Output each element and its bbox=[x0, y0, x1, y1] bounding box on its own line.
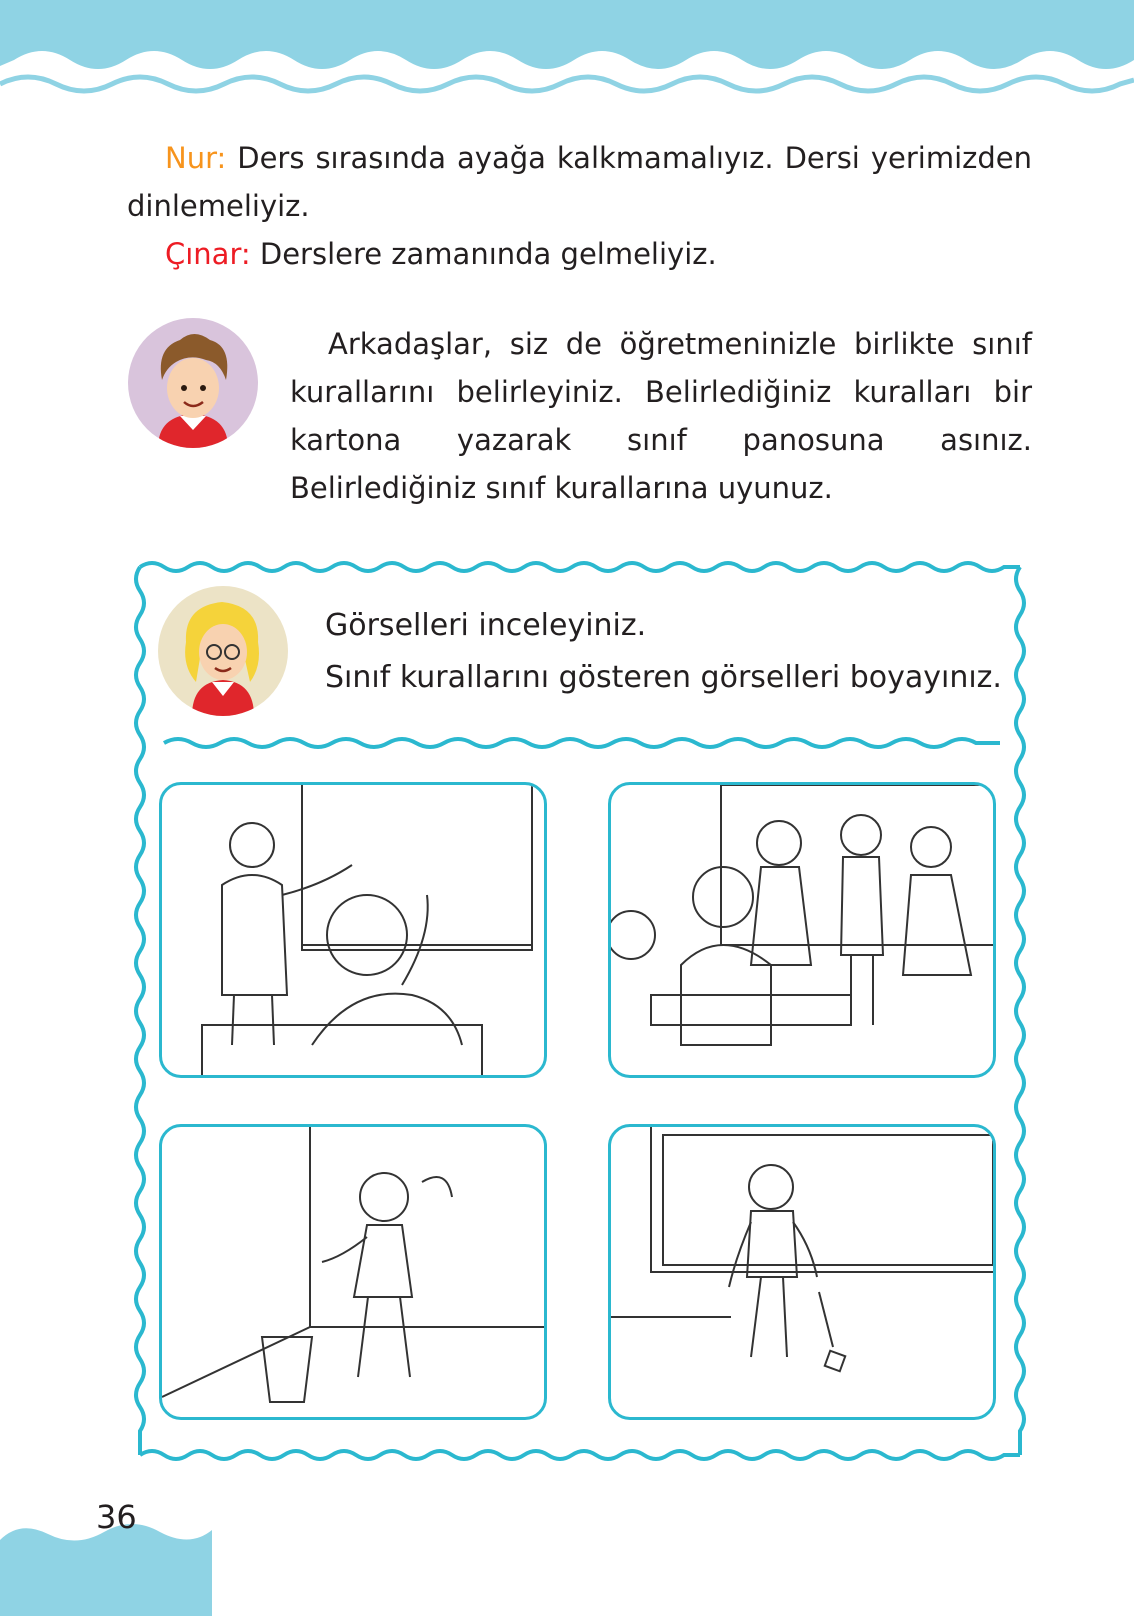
girl-avatar bbox=[158, 586, 288, 716]
scene-throw-trash[interactable] bbox=[159, 1124, 547, 1420]
speaker-nur: Nur: bbox=[165, 141, 227, 175]
task-instruction-1: Görselleri inceleyiniz. bbox=[325, 608, 647, 643]
girl-face-icon bbox=[158, 586, 288, 716]
scene-drop-trash[interactable] bbox=[608, 1124, 996, 1420]
throw-trash-illustration bbox=[162, 1127, 547, 1420]
raise-hand-illustration bbox=[162, 785, 547, 1078]
task-instruction-2: Sınıf kurallarını gösteren görselleri boyayınız. bbox=[325, 660, 1002, 695]
dialog-cinar bbox=[127, 230, 1032, 278]
boy-face-icon bbox=[128, 318, 258, 448]
drop-trash-illustration bbox=[611, 1127, 996, 1420]
dialog-nur bbox=[127, 134, 1032, 230]
page-number: 36 bbox=[96, 1498, 137, 1536]
top-wave-band bbox=[0, 0, 1134, 110]
speaker-cinar: Çınar: bbox=[165, 237, 251, 271]
instruction-paragraph: Arkadaşlar, siz de öğretmeninizle birlikte sınıf kurallarını belirleyiniz. Belirlediğiniz kuralları bir kartona yazarak sınıf panosuna asınız. Belirlediğiniz sınıf kurallarına uyunuz. bbox=[290, 327, 1032, 505]
scene-standing-students[interactable] bbox=[608, 782, 996, 1078]
dialog-cinar-text: Derslere zamanında gelmeliyiz. bbox=[250, 237, 717, 271]
standing-students-illustration bbox=[611, 785, 996, 1078]
boy-avatar bbox=[128, 318, 258, 448]
dialog-nur-text: Ders sırasında ayağa kalkmamalıyız. Dersi yerimizden dinlemeliyiz. bbox=[127, 141, 1032, 223]
scene-raise-hand[interactable] bbox=[159, 782, 547, 1078]
